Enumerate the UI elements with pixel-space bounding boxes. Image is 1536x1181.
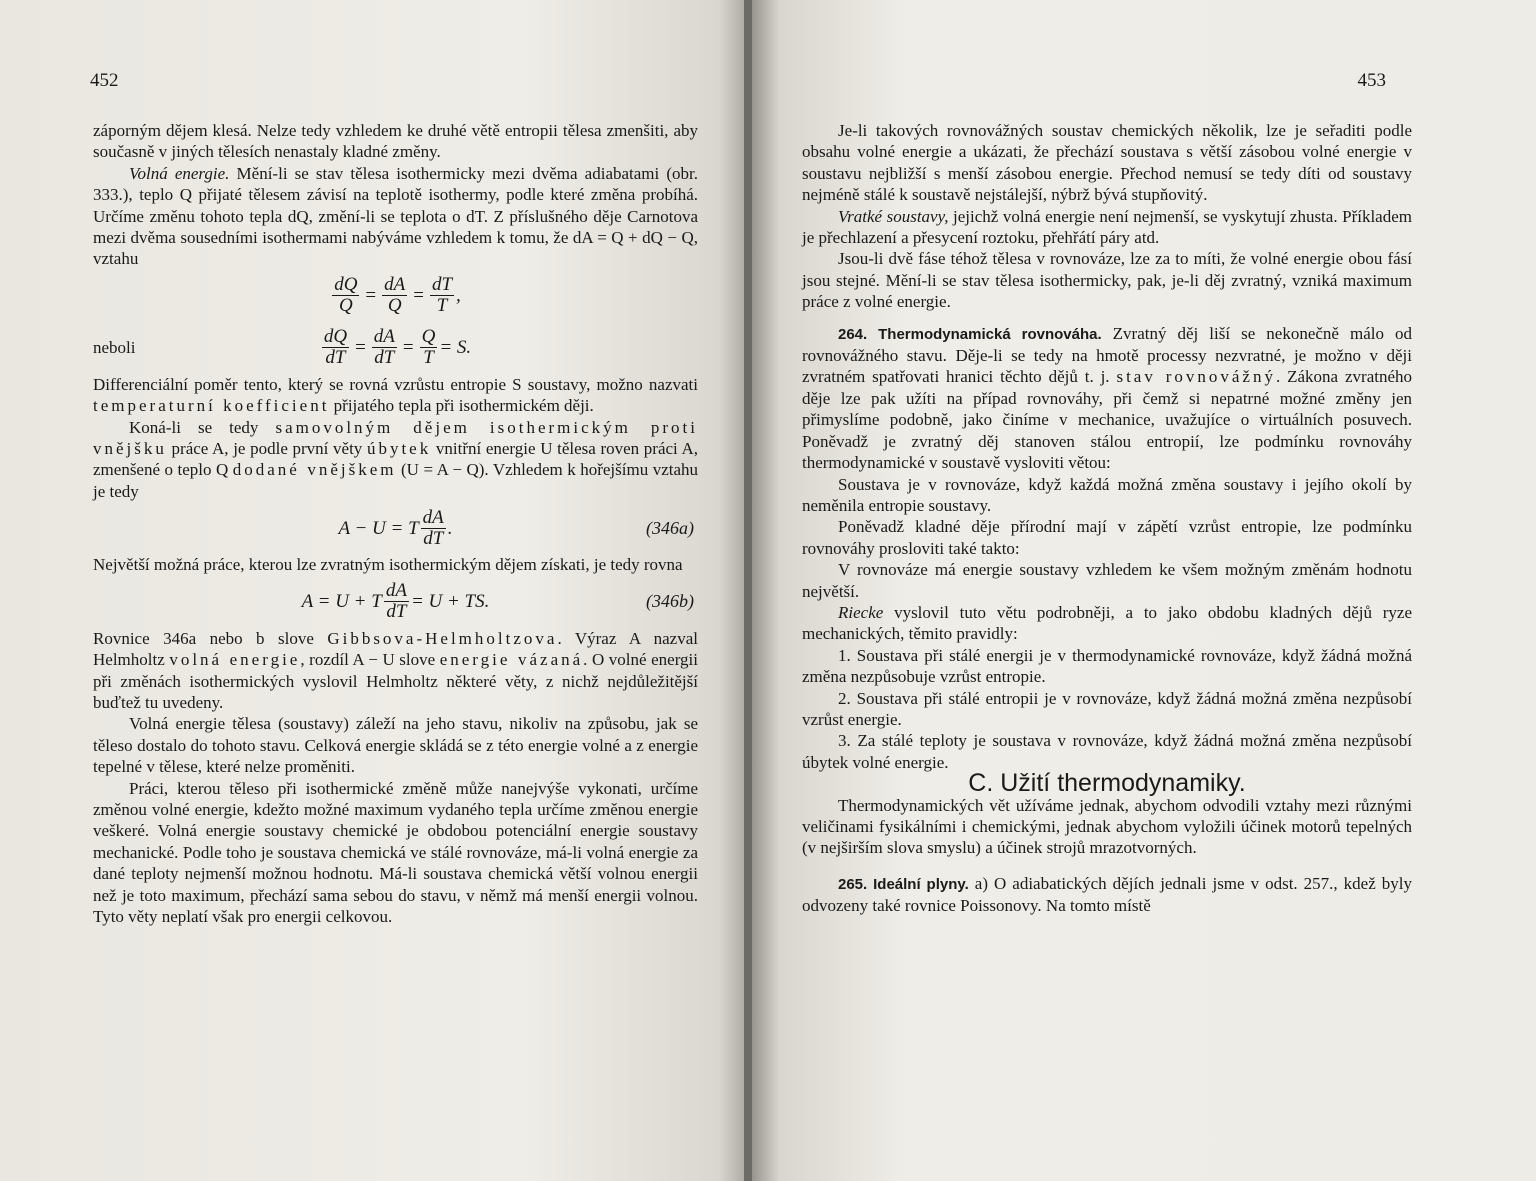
denominator: Q	[387, 295, 402, 317]
inline-italic: Volná energie.	[129, 163, 230, 183]
equation-tail: .	[447, 517, 453, 539]
denominator: dT	[374, 347, 395, 369]
fraction	[384, 581, 409, 622]
denominator: dT	[423, 527, 444, 549]
paragraph: Největší možná práce, kterou lze zvratným isothermickým dějem získati, je tedy rovna	[93, 555, 683, 575]
numerator: dA	[373, 326, 395, 348]
text-run: vnitřní energie U tělesa roven práci A, zmenšené o teplo Q	[93, 439, 699, 480]
paragraph	[93, 163, 698, 270]
section-265	[802, 873, 1412, 917]
equation-lhs: A − U = T	[338, 517, 419, 539]
denominator: T	[436, 295, 448, 317]
section-264	[802, 323, 1412, 474]
equation-lhs: A = U + T	[301, 590, 382, 612]
paragraph-text: Mění-li se stav tělesa isothermicky mezi dvěma adiabatami (obr. 333.), teplo Q přijaté tělesem závisí na teplotě isothermy, podle které změna probíhá. Určíme změnu tohoto tepla dQ, změní-li se teplota o dT. Z příslušného děje Carnotova mezi dvěma sousedními isothermami nabýváme vzhledem k tomu, že dA = Q + dQ − Q, vztahu	[93, 163, 698, 269]
inline-italic: Riecke	[838, 602, 884, 622]
numerator: dQ	[334, 274, 358, 296]
inline-italic: Vratké soustavy,	[838, 206, 949, 226]
paragraph	[93, 417, 698, 503]
text-run: a) O adiabatických dějích jednali jsme v odst. 257., kdež byly odvozeny také rovnice Poissonovy. Na tomto místě	[802, 873, 1412, 916]
paragraph	[93, 374, 698, 417]
text-run: Zvratný děj liší se nekonečně málo od rovnovážného stavu. Děje-li se tedy na hmotě processy nezvratné, je možno v ději zvratném spatřovati hranici těchto dějů t. j.	[802, 323, 1413, 387]
paragraph	[93, 628, 698, 714]
page-number-right: 453	[1357, 70, 1386, 91]
page-number-left: 452	[90, 70, 119, 91]
spaced-term: úbytek	[366, 439, 432, 459]
equation-346a	[93, 502, 698, 554]
fraction	[372, 327, 397, 368]
text-run: (U = A − Q). Vzhledem k hořejšímu vztahu je tedy	[93, 460, 699, 501]
numerator: dQ	[323, 326, 348, 348]
text-run: . O volné energii při změnách isothermických vyslovil Helmholtz některé věty, z nichž nejdůležitější buďtež tu uvedeny.	[93, 650, 699, 712]
spaced-term: stav rovnovážný	[1116, 367, 1276, 387]
text-run: práce A, je podle první věty	[166, 439, 367, 459]
paragraph	[802, 206, 1412, 249]
numerator: dA	[384, 274, 406, 296]
list-item: 2. Soustava při stálé entropii je v rovnováze, když žádná možná změna nezpůsobí vzrůst energie.	[802, 688, 1412, 729]
paragraph: Poněvadž kladné děje přírodní mají v zápětí vzrůst entropie, lze podmínku rovnováhy prosloviti také takto:	[802, 517, 1412, 558]
equation-346b	[93, 576, 698, 628]
paragraph: Volná energie tělesa (soustavy) záleží na jeho stavu, nikoliv na způsobu, jak se těleso dostalo do tohoto stavu. Celková energie skládá se z této energie volné a z energie tepelné v tělese, které nelze proměniti.	[93, 714, 698, 777]
numerator: dA	[385, 580, 407, 602]
left-page	[0, 0, 748, 1181]
denominator: Q	[338, 295, 353, 317]
denominator: dT	[325, 347, 346, 369]
numerator: dT	[431, 274, 453, 296]
text-run: přijatého tepla při isothermickém ději.	[329, 396, 594, 416]
text-run: . Zákona zvratného děje lze pak užíti na případ rovnováhy, při čemž si nepatrné možné změny jen přimyslíme podobně, jako činíme v mechanice, uvažujíce o virtuálních posuvech. Poněvadž je zvratný děj stanoven stálou entropií, lze podmínku rovnováhy thermodynamické v soustavě vysloviti větou:	[802, 367, 1413, 473]
equation-tail: ,	[456, 285, 461, 307]
paragraph-text: vyslovil tuto větu podrobněji, a to jako obdobu kladných dějů ryze mechanických, těmito pravidly:	[802, 602, 1412, 644]
left-page-text	[93, 120, 698, 927]
list-item: 1. Soustava při stálé energii je v thermodynamické rovnováze, když žádná možná změna nezpůsobuje vzrůst entropie.	[802, 645, 1412, 687]
section-heading-c: C. Užití thermodynamiky.	[968, 769, 1246, 798]
equation-number: (346a)	[646, 517, 694, 538]
text-run: Rovnice 346a nebo b slove	[93, 628, 328, 648]
text-run: , rozdíl A − U slove	[300, 650, 440, 670]
equation-tail: = U + TS.	[410, 590, 490, 612]
spaced-term: energie vázaná	[439, 650, 584, 670]
list-item: 3. Za stálé teploty je soustava v rovnováze, když žádná možná změna nezpůsobí úbytek volné energie.	[802, 731, 1412, 772]
fraction	[332, 275, 359, 316]
numerator: dA	[422, 506, 444, 528]
equation-tail: = S.	[439, 337, 472, 359]
paragraph: Je-li takových rovnovážných soustav chemických několik, lze je seřaditi podle obsahu volné energie a ukázati, že přechází soustava s větší zásobou volné energie v soustavu nejbližší s menší zásobou energie. Přechod nemusí se tedy díti od soustavy nejméně stálé k soustavě nejstálejší, nýbrž bývá stupňovitý.	[802, 121, 1412, 205]
denominator: T	[423, 347, 434, 369]
paragraph: Jsou-li dvě fáse téhož tělesa v rovnováze, lze za to míti, že volné energie obou fásí jsou stejné. Mění-li se stav tělesa isothermicky, pak, je-li děj zvratný, vzniká maximum práce z volné energie.	[802, 249, 1412, 312]
fraction	[421, 508, 446, 549]
spaced-term: volná energie	[169, 650, 301, 670]
denominator: dT	[386, 601, 407, 623]
fraction	[382, 275, 407, 316]
text-run: . Výraz A nazval Helmholtz	[93, 628, 698, 670]
spaced-term: Gibbsova-Helmholtzova	[327, 628, 558, 648]
spaced-term: temperaturní koefficient	[93, 396, 330, 416]
fraction	[420, 327, 438, 368]
equation-number: (346b)	[646, 590, 694, 611]
rule-statement: Soustava je v rovnováze, když každá možná změna soustavy i jejího okolí by neměnila entropie soustavy.	[802, 474, 1412, 515]
equation-1: $\frac{dQ}{Q}$ = $\frac{dA}{Q}$ = $\frac{dT}{T}$ ,	[334, 274, 461, 317]
rule-statement: V rovnováze má energie soustavy vzhledem ke všem možným změnám hodnotu největší.	[802, 560, 1412, 601]
equation-label: neboli	[93, 338, 136, 358]
paragraph-text: jejichž volná energie není nejmenší, se vyskytují zhusta. Příkladem je přechlazení a přesycení roztoku, přehřátí páry atd.	[802, 206, 1412, 248]
text-run: Differenciální poměr tento, který se rovná vzrůstu entropie S soustavy, možno nazvati	[93, 374, 698, 394]
spaced-term: samovolným dějem isothermickým proti vnějšku	[93, 417, 698, 459]
paragraph: záporným dějem klesá. Nelze tedy vzhledem ke druhé větě entropii tělesa zmenšiti, aby současně v jiných tělesích nenastaly kladné změny.	[93, 121, 698, 162]
fraction	[322, 327, 349, 368]
paragraph: Thermodynamických vět užíváme jednak, abychom odvodili vztahy mezi různými veličinami fysikálními i chemickými, jednak abychom vyložili účinek motorů tepelných (v nejširším slova smyslu) a účinek strojů mrazotvorných.	[802, 795, 1412, 858]
numerator: Q	[421, 326, 436, 348]
fraction	[430, 275, 454, 316]
section-title: 265. Ideální plyny.	[838, 875, 969, 893]
text-run: Koná-li se tedy	[129, 417, 276, 437]
right-page	[748, 0, 1536, 1181]
equation-2: neboli $\frac{dQ}{dT}$ = $\frac{dA}{dT}$ = $\frac{Q}{T}$ = S.	[93, 326, 472, 369]
book-gutter	[744, 0, 752, 1181]
paragraph	[802, 602, 1412, 645]
paragraph: Práci, kterou těleso při isothermické změně může nanejvýše vykonati, určíme změnou volné energie, kdežto možné maximum vydaného tepla určíme změnou energie veškeré. Volná energie soustavy chemické je obdobou potenciální energie soustavy mechanické. Podle toho je soustava chemická ve stálé rovnováze, má-li volná energie za dané teploty nejmenší možnou hodnotu. Má-li soustava chemická větší volnou energii než je toto maximum, přechází sama sebou do stavu, v němž má menší energii volnou. Tyto věty neplatí však pro energii celkovou.	[93, 778, 698, 926]
spaced-term: dodané vnějškem	[232, 460, 397, 480]
right-page-text	[802, 120, 1412, 917]
section-title: 264. Thermodynamická rovnováha.	[838, 325, 1102, 343]
